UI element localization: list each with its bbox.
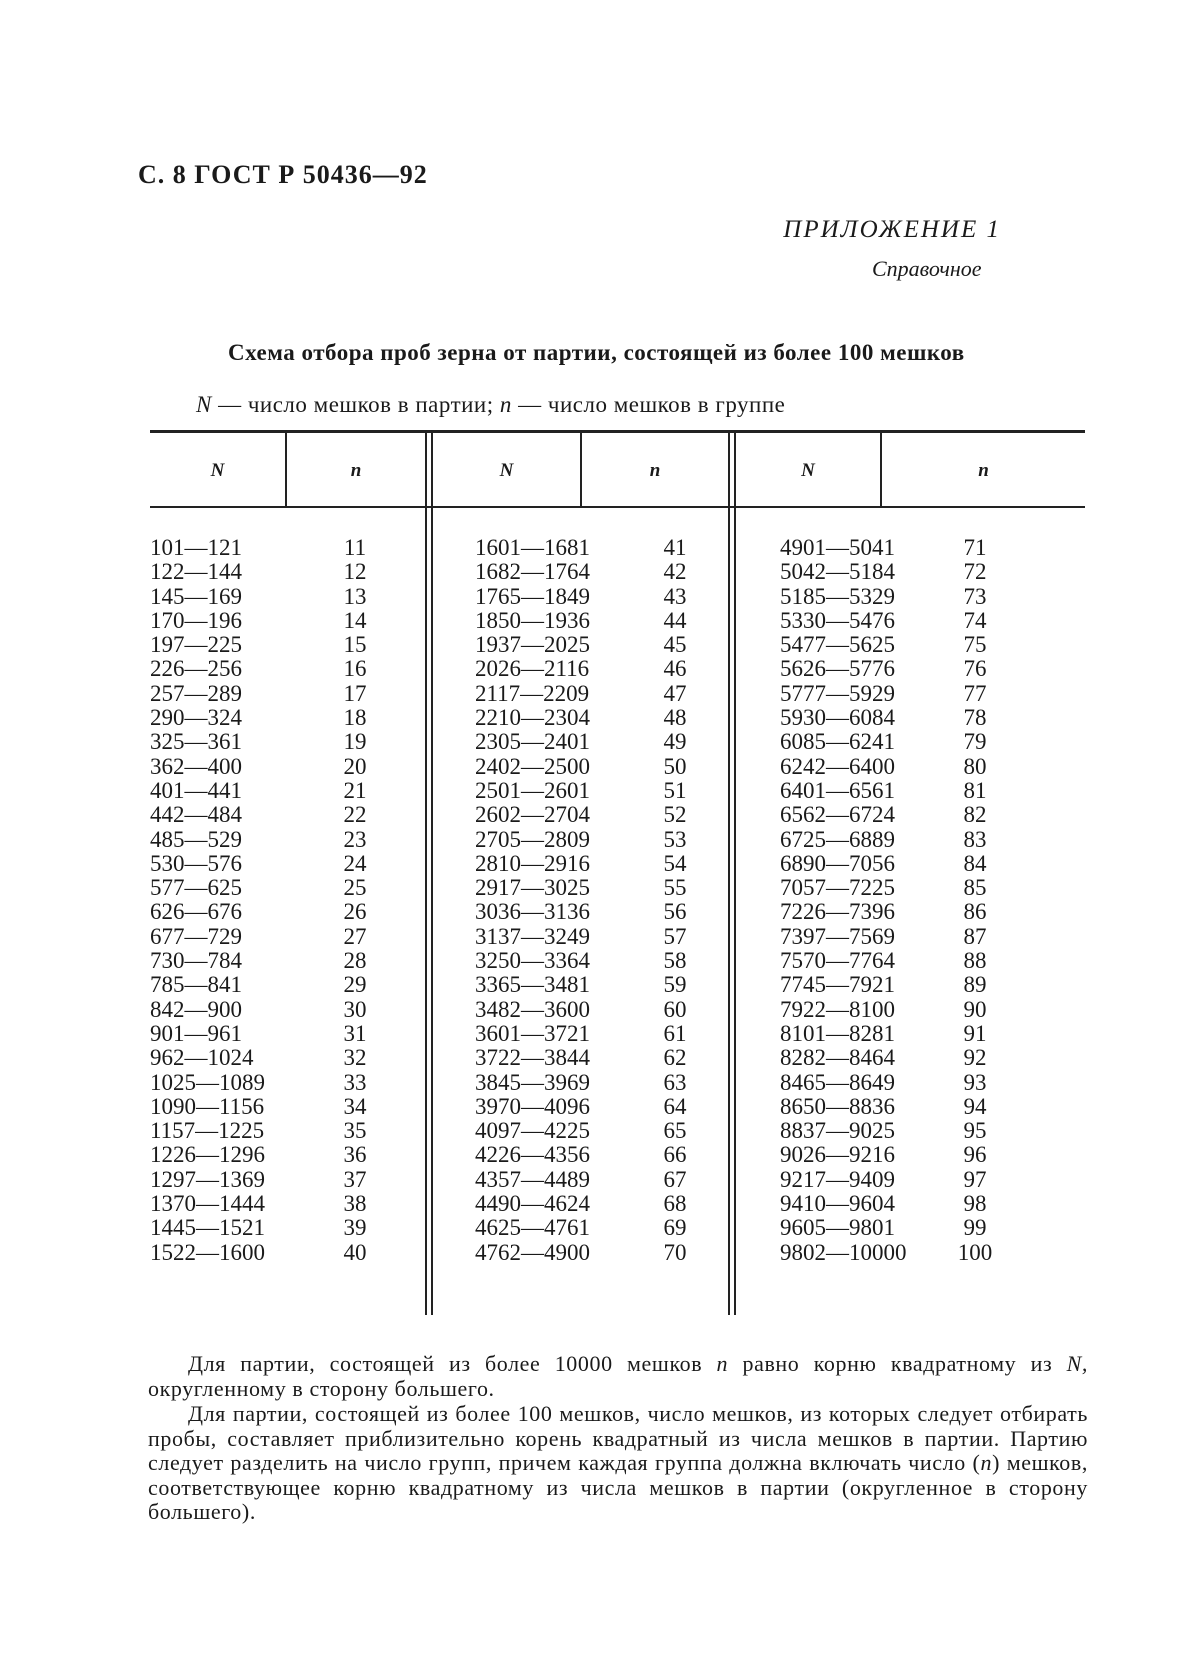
table-cell-range: 2305—2401 (475, 729, 590, 755)
table-cell-range: 325—361 (150, 729, 242, 755)
table-cell-n: 28 (343, 948, 367, 974)
table-cell-range: 3036—3136 (475, 899, 590, 925)
table-cell-range: 5330—5476 (780, 607, 895, 633)
paragraph-2 (148, 1402, 1088, 1525)
table-cell-n: 20 (343, 753, 367, 779)
header-N-2: N (499, 460, 514, 481)
legend (196, 392, 785, 418)
table-cell-n: 35 (343, 1118, 367, 1144)
table-cell-range: 4490—4624 (475, 1191, 590, 1217)
table-cell-n: 90 (963, 996, 987, 1022)
table-cell-range: 8650—8836 (780, 1093, 895, 1119)
table-title: Схема отбора проб зерна от партии, состоящей из более 100 мешков (228, 340, 965, 365)
table-cell-range: 1157—1225 (150, 1118, 265, 1144)
legend-N-text: — число мешков в партии; (218, 392, 494, 417)
table-cell-range: 7922—8100 (780, 996, 895, 1022)
table-cell-range: 3601—3721 (475, 1020, 590, 1046)
table-cell-n: 75 (963, 632, 987, 658)
paragraph-2-part1: Для партии, состоящей из более 100 мешков, число мешков, из которых следует отбирать пробы, составляет приблизительно корень квадратный из числа мешков в партии. Партию следует разделить на число групп, причем каждая группа должна включать число ( (148, 1401, 1088, 1475)
table-cell-range: 3722—3844 (475, 1045, 590, 1071)
table-cell-n: 91 (963, 1020, 987, 1046)
table-cell-range: 5626—5776 (780, 656, 895, 682)
table-cell-range: 9605—9801 (780, 1215, 895, 1241)
table-cell-n: 63 (663, 1069, 687, 1095)
table-cell-n: 74 (963, 607, 987, 633)
table-cell-range: 962—1024 (150, 1045, 254, 1071)
table-cell-n: 22 (343, 802, 367, 828)
table-cell-n: 45 (663, 632, 687, 658)
table-cell-n: 12 (343, 559, 367, 585)
table-cell-range: 5185—5329 (780, 583, 895, 609)
table-cell-n: 42 (663, 559, 687, 585)
table-cell-n: 47 (663, 680, 687, 706)
table-cell-range: 901—961 (150, 1020, 242, 1046)
table-cell-n: 66 (663, 1142, 687, 1168)
table-cell-n: 19 (343, 729, 367, 755)
table-cell-n: 18 (343, 705, 367, 731)
appendix-subtitle: Справочное (872, 256, 982, 281)
table-cell-range: 2602—2704 (475, 802, 590, 828)
table-cell-n: 48 (663, 705, 687, 731)
table-cell-n: 62 (663, 1045, 687, 1071)
table-cell-range: 6085—6241 (780, 729, 895, 755)
table-cell-n: 23 (343, 826, 367, 852)
table-cell-n: 76 (963, 656, 987, 682)
table-cell-n: 60 (663, 996, 687, 1022)
table-cell-range: 1601—1681 (475, 535, 590, 560)
table-cell-range: 122—144 (150, 559, 242, 585)
col-double-separator (431, 433, 433, 1315)
table-cell-range: 1090—1156 (150, 1093, 265, 1119)
table-cell-n: 11 (343, 535, 367, 560)
table-cell-n: 67 (663, 1166, 687, 1192)
paragraph-1 (148, 1352, 1088, 1401)
table-cell-range: 1445—1521 (150, 1215, 265, 1241)
table-cell-range: 9802—10000 (780, 1239, 907, 1265)
column-N-1 (150, 536, 280, 1265)
table-cell-n: 61 (663, 1020, 687, 1046)
table-cell-range: 4625—4761 (475, 1215, 590, 1241)
table-cell-n: 41 (663, 535, 687, 560)
table-cell-range: 3250—3364 (475, 948, 590, 974)
table-cell-n: 77 (963, 680, 987, 706)
table-cell-n: 40 (343, 1239, 367, 1265)
table-cell-range: 4097—4225 (475, 1118, 590, 1144)
table-cell-n: 44 (663, 607, 687, 633)
table-cell-range: 4226—4356 (475, 1142, 590, 1168)
table-cell-n: 16 (343, 656, 367, 682)
paragraph-2-part2: ) мешков, соответствующее корню квадратному из числа мешков в партии (округленное в сторону большего). (148, 1450, 1088, 1524)
table-cell-n: 46 (663, 656, 687, 682)
table-cell-range: 2917—3025 (475, 875, 590, 901)
table-cell-range: 4357—4489 (475, 1166, 590, 1192)
column-N-3 (780, 536, 925, 1265)
table-cell-range: 485—529 (150, 826, 242, 852)
table-cell-range: 842—900 (150, 996, 242, 1022)
table-cell-range: 8465—8649 (780, 1069, 895, 1095)
table-cell-range: 226—256 (150, 656, 242, 682)
table-cell-n: 97 (963, 1166, 987, 1192)
table-cell-n: 15 (343, 632, 367, 658)
table-cell-n: 80 (963, 753, 987, 779)
table-cell-range: 677—729 (150, 923, 242, 949)
table-cell-n: 29 (343, 972, 367, 998)
table-cell-n: 78 (963, 705, 987, 731)
table-cell-range: 1025—1089 (150, 1069, 265, 1095)
table-cell-range: 577—625 (150, 875, 242, 901)
sample-table (150, 430, 1085, 1315)
col-double-separator (734, 433, 736, 1315)
table-cell-n: 82 (963, 802, 987, 828)
table-cell-n: 100 (957, 1239, 993, 1265)
table-cell-n: 94 (963, 1093, 987, 1119)
table-cell-range: 4901—5041 (780, 535, 895, 560)
table-cell-range: 5930—6084 (780, 705, 895, 731)
table-cell-range: 1370—1444 (150, 1191, 265, 1217)
table-cell-range: 6562—6724 (780, 802, 895, 828)
table-top-rule (150, 430, 1085, 433)
header-N-3: N (801, 460, 815, 481)
table-cell-range: 101—121 (150, 535, 242, 560)
table-cell-n: 70 (663, 1239, 687, 1265)
table-cell-range: 9410—9604 (780, 1191, 895, 1217)
paragraph-1-part3: округленному в сторону большего. (148, 1375, 495, 1401)
table-cell-n: 92 (963, 1045, 987, 1071)
table-cell-range: 9217—9409 (780, 1166, 895, 1192)
table-cell-range: 9026—9216 (780, 1142, 895, 1168)
table-cell-range: 362—400 (150, 753, 242, 779)
page-header: С. 8 ГОСТ Р 50436—92 (138, 160, 428, 189)
table-cell-range: 442—484 (150, 802, 242, 828)
table-cell-range: 3482—3600 (475, 996, 590, 1022)
table-cell-range: 785—841 (150, 972, 242, 998)
table-cell-range: 170—196 (150, 607, 242, 633)
table-cell-n: 59 (663, 972, 687, 998)
table-cell-range: 7745—7921 (780, 972, 895, 998)
table-cell-range: 1682—1764 (475, 559, 590, 585)
table-cell-n: 53 (663, 826, 687, 852)
header-n-3: n (978, 460, 989, 481)
table-cell-range: 2810—2916 (475, 850, 590, 876)
table-cell-range: 4762—4900 (475, 1239, 590, 1265)
table-cell-n: 21 (343, 777, 367, 803)
legend-n-text: — число мешков в группе (518, 392, 786, 417)
table-cell-n: 79 (963, 729, 987, 755)
table-cell-range: 8837—9025 (780, 1118, 895, 1144)
table-cell-n: 56 (663, 899, 687, 925)
table-cell-n: 36 (343, 1142, 367, 1168)
table-cell-range: 257—289 (150, 680, 242, 706)
table-cell-range: 2026—2116 (475, 656, 590, 682)
table-cell-n: 98 (963, 1191, 987, 1217)
table-cell-range: 3845—3969 (475, 1069, 590, 1095)
table-cell-range: 2705—2809 (475, 826, 590, 852)
table-cell-n: 37 (343, 1166, 367, 1192)
table-cell-range: 730—784 (150, 948, 242, 974)
table-cell-range: 2210—2304 (475, 705, 590, 731)
table-cell-n: 87 (963, 923, 987, 949)
table-cell-range: 2402—2500 (475, 753, 590, 779)
table-cell-range: 3365—3481 (475, 972, 590, 998)
paragraph-1-n: n (716, 1351, 729, 1376)
table-cell-range: 8101—8281 (780, 1020, 895, 1046)
column-n-3 (920, 536, 1030, 1265)
table-cell-range: 401—441 (150, 777, 242, 803)
table-cell-n: 34 (343, 1093, 367, 1119)
table-cell-range: 5477—5625 (780, 632, 895, 658)
table-cell-range: 8282—8464 (780, 1045, 895, 1071)
table-cell-range: 7057—7225 (780, 875, 895, 901)
table-cell-n: 68 (663, 1191, 687, 1217)
table-cell-n: 85 (963, 875, 987, 901)
table-cell-range: 626—676 (150, 899, 242, 925)
table-cell-n: 32 (343, 1045, 367, 1071)
table-cell-n: 14 (343, 607, 367, 633)
table-cell-n: 57 (663, 923, 687, 949)
table-cell-n: 39 (343, 1215, 367, 1241)
table-cell-range: 5777—5929 (780, 680, 895, 706)
table-cell-range: 1226—1296 (150, 1142, 265, 1168)
table-cell-n: 49 (663, 729, 687, 755)
table-cell-n: 50 (663, 753, 687, 779)
table-cell-n: 71 (963, 535, 987, 560)
table-cell-n: 13 (343, 583, 367, 609)
table-cell-n: 81 (963, 777, 987, 803)
column-N-2 (475, 536, 615, 1265)
table-cell-n: 69 (663, 1215, 687, 1241)
table-cell-n: 31 (343, 1020, 367, 1046)
table-cell-n: 51 (663, 777, 687, 803)
table-cell-range: 290—324 (150, 705, 242, 731)
table-cell-n: 93 (963, 1069, 987, 1095)
table-cell-n: 33 (343, 1069, 367, 1095)
table-cell-n: 52 (663, 802, 687, 828)
table-cell-n: 64 (663, 1093, 687, 1119)
table-cell-range: 7226—7396 (780, 899, 895, 925)
paragraph-1-part1: Для партии, состоящей из более 10000 мешков (188, 1351, 703, 1376)
table-cell-n: 17 (343, 680, 367, 706)
table-cell-range: 6725—6889 (780, 826, 895, 852)
table-cell-range: 6890—7056 (780, 850, 895, 876)
header-N-1: N (210, 460, 225, 481)
paragraph-1-N: N, (1066, 1351, 1088, 1376)
header-n-2: n (649, 460, 661, 481)
table-cell-range: 145—169 (150, 583, 242, 609)
column-n-2 (620, 536, 730, 1265)
table-cell-range: 6242—6400 (780, 753, 895, 779)
legend-N-symbol: N (196, 392, 212, 417)
table-cell-range: 1765—1849 (475, 583, 590, 609)
table-cell-range: 530—576 (150, 850, 242, 876)
table-cell-n: 72 (963, 559, 987, 585)
appendix-title: ПРИЛОЖЕНИЕ 1 (783, 216, 1001, 243)
table-cell-range: 197—225 (150, 632, 242, 658)
table-cell-n: 99 (963, 1215, 987, 1241)
table-cell-range: 1850—1936 (475, 607, 590, 633)
legend-n-symbol: n (499, 392, 512, 417)
table-cell-range: 2501—2601 (475, 777, 590, 803)
col-double-separator (425, 433, 427, 1315)
table-cell-range: 1522—1600 (150, 1239, 265, 1265)
table-cell-n: 26 (343, 899, 367, 925)
table-cell-n: 86 (963, 899, 987, 925)
table-cell-n: 95 (963, 1118, 987, 1144)
table-cell-range: 7570—7764 (780, 948, 895, 974)
table-header-rule (150, 506, 1085, 508)
table-cell-n: 30 (343, 996, 367, 1022)
table-cell-range: 1297—1369 (150, 1166, 265, 1192)
table-cell-range: 6401—6561 (780, 777, 895, 803)
table-cell-n: 25 (343, 875, 367, 901)
table-cell-n: 43 (663, 583, 687, 609)
table-cell-n: 38 (343, 1191, 367, 1217)
table-cell-n: 58 (663, 948, 687, 974)
table-cell-n: 84 (963, 850, 987, 876)
table-cell-n: 65 (663, 1118, 687, 1144)
table-cell-range: 3970—4096 (475, 1093, 590, 1119)
table-cell-n: 24 (343, 850, 367, 876)
paragraph-2-n: n (980, 1450, 993, 1475)
table-cell-n: 55 (663, 875, 687, 901)
table-cell-range: 1937—2025 (475, 632, 590, 658)
table-cell-n: 73 (963, 583, 987, 609)
table-cell-n: 88 (963, 948, 987, 974)
paragraph-1-part2: равно корню квадратному из (742, 1351, 1053, 1376)
header-n-1: n (350, 460, 362, 481)
table-cell-n: 54 (663, 850, 687, 876)
column-n-1 (300, 536, 410, 1265)
table-cell-n: 83 (963, 826, 987, 852)
table-cell-range: 2117—2209 (475, 680, 590, 706)
table-cell-range: 5042—5184 (780, 559, 895, 585)
table-cell-n: 96 (963, 1142, 987, 1168)
table-cell-n: 27 (343, 923, 367, 949)
table-cell-n: 89 (963, 972, 987, 998)
table-cell-range: 3137—3249 (475, 923, 590, 949)
table-cell-range: 7397—7569 (780, 923, 895, 949)
